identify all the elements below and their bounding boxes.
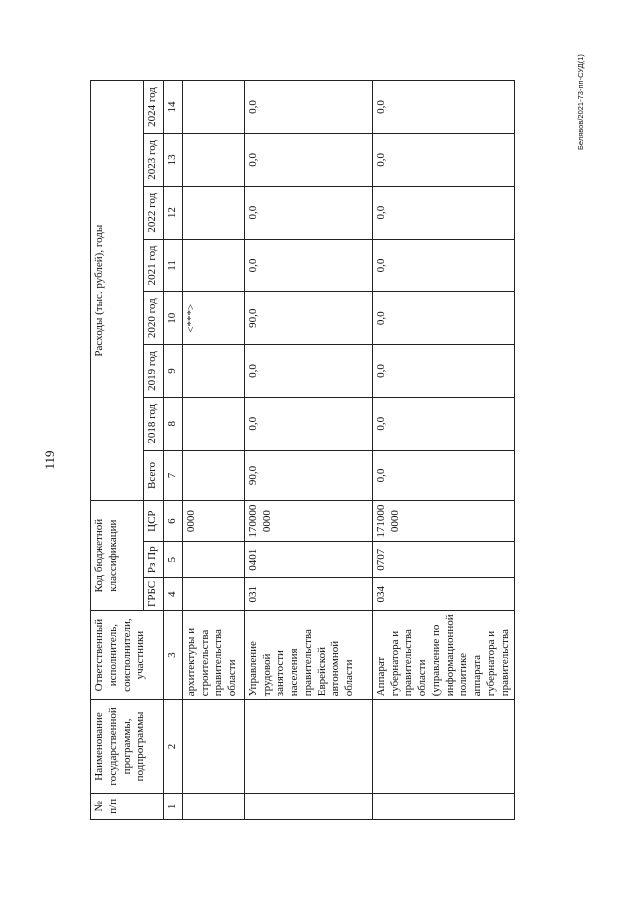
row-grbs: 034 [372,578,515,610]
header-2022: 2022 год [144,186,164,239]
row-responsible: Управление трудовой занятости населения правительства Еврейской автономной области [244,610,372,699]
row-2020: <***> [182,292,244,345]
row-2018 [182,397,244,450]
row-2024: 0,0 [244,81,372,134]
col-number: 11 [164,239,183,292]
row-2023: 0,0 [372,134,515,187]
row-responsible: архитектуры и строительства правительства области [182,610,244,699]
row-2018: 0,0 [372,397,515,450]
row-2021: 0,0 [372,239,515,292]
col-number: 9 [164,345,183,398]
header-name: Наименование государственной программы, подпрограммы [91,700,164,793]
col-number: 2 [164,700,183,793]
row-2019 [182,345,244,398]
row-rzpr: 0707 [372,541,515,578]
col-number: 10 [164,292,183,345]
col-number: 5 [164,541,183,578]
header-2018: 2018 год [144,397,164,450]
row-name [182,700,244,793]
header-no: № п/п [91,793,164,819]
row-2022: 0,0 [372,186,515,239]
row-2024 [182,81,244,134]
header-grbs: ГРБС [144,578,164,610]
row-rzpr: 0401 [244,541,372,578]
row-2023: 0,0 [244,134,372,187]
header-2021: 2021 год [144,239,164,292]
header-2020: 2020 год [144,292,164,345]
row-2020: 0,0 [372,292,515,345]
footer-code: Белявов/2021-73-пп-СУД(1) [576,54,585,150]
header-csr: ЦСР [144,501,164,542]
row-rzpr [182,541,244,578]
row-2023 [182,134,244,187]
col-number: 4 [164,578,183,610]
row-responsible: Аппарат губернатора и правительства области (управление по информационной политике аппарата губернатора и правительства [372,610,515,699]
row-total: 90,0 [244,450,372,501]
page-number: 119 [42,450,57,470]
row-csr: 170000 0000 [244,501,372,542]
row-name [372,700,515,793]
row-no [182,793,244,819]
row-no [244,793,372,819]
row-2022: 0,0 [244,186,372,239]
header-expenses: Расходы (тыс. рублей), годы [91,81,144,501]
row-2021: 0,0 [244,239,372,292]
footer-code-container [576,54,600,166]
header-2024: 2024 год [144,81,164,134]
col-number: 13 [164,134,183,187]
col-number: 7 [164,450,183,501]
table-row [182,81,244,820]
col-number: 3 [164,610,183,699]
row-2022 [182,186,244,239]
row-2024: 0,0 [372,81,515,134]
header-2019: 2019 год [144,345,164,398]
row-name [244,700,372,793]
row-csr: 171000 0000 [372,501,515,542]
col-number: 6 [164,501,183,542]
col-number: 8 [164,397,183,450]
row-csr: 0000 [182,501,244,542]
row-2020: 90,0 [244,292,372,345]
row-2019: 0,0 [244,345,372,398]
column-number-row [164,81,183,820]
row-2019: 0,0 [372,345,515,398]
row-no [372,793,515,819]
col-number: 1 [164,793,183,819]
row-2018: 0,0 [244,397,372,450]
row-grbs: 031 [244,578,372,610]
row-total: 0,0 [372,450,515,501]
expenses-table [90,80,515,820]
row-2021 [182,239,244,292]
col-number: 12 [164,186,183,239]
table-row [244,81,372,820]
row-grbs [182,578,244,610]
table-row [372,81,515,820]
col-number: 14 [164,81,183,134]
header-2023: 2023 год [144,134,164,187]
header-responsible: Ответственный исполнитель, соисполнители, участники [91,610,164,699]
row-total [182,450,244,501]
header-rzpr: Рз Пр [144,541,164,578]
rotated-table-container [90,80,560,820]
header-budget-code: Код бюджетной классификации [91,501,144,611]
header-row-1 [91,81,144,820]
header-total: Всего [144,450,164,501]
